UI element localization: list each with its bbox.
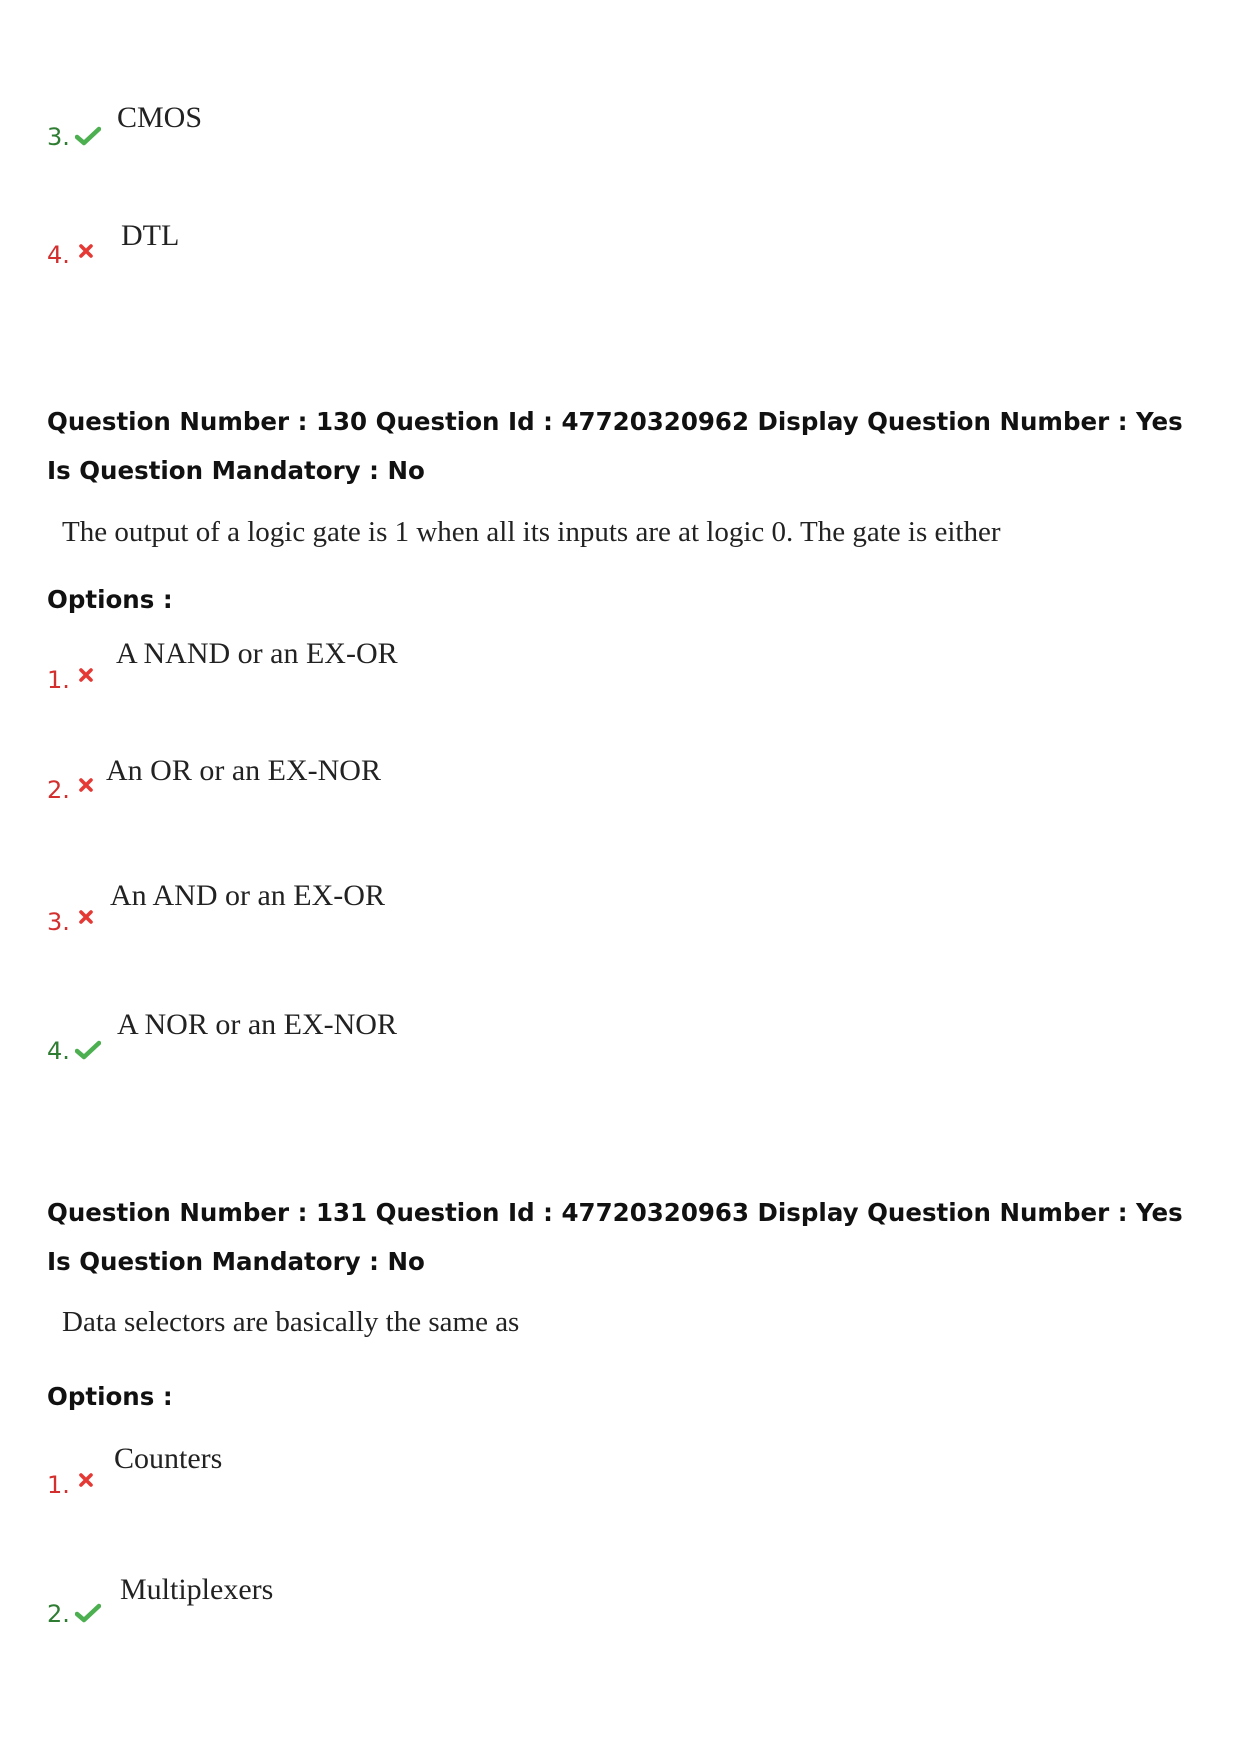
check-icon [75,126,101,146]
cross-icon [78,1472,94,1488]
question-header: Question Number : 131 Question Id : 47720320963 Display Question Number : Yes Is Question Mandatory : No [47,1198,1183,1276]
option-text: Multiplexers [120,1573,274,1606]
option-text: Counters [114,1442,223,1475]
check-icon [75,1040,101,1060]
option-number: 1. [47,666,70,694]
options-label: Options : [47,585,173,614]
option-text: An OR or an EX-NOR [106,754,381,787]
option-text: DTL [121,219,180,252]
option-number: 2. [47,1600,70,1628]
option-text: An AND or an EX-OR [110,879,385,912]
cross-icon [78,909,94,925]
cross-icon [78,667,94,683]
option-text: CMOS [117,101,203,134]
check-icon [75,1603,101,1623]
option-number: 3. [47,908,70,936]
cross-icon [78,777,94,793]
option-number: 1. [47,1471,70,1499]
option-number: 2. [47,776,70,804]
option-text: A NAND or an EX-OR [116,637,398,670]
cross-icon [78,243,94,259]
question-text: The output of a logic gate is 1 when all its inputs are at logic 0. The gate is either [62,516,1001,548]
option-text: A NOR or an EX-NOR [117,1008,397,1041]
option-number: 4. [47,1037,70,1065]
question-header: Question Number : 130 Question Id : 47720320962 Display Question Number : Yes Is Question Mandatory : No [47,407,1183,485]
option-number: 4. [47,241,70,269]
question-text: Data selectors are basically the same as [62,1306,520,1338]
options-label: Options : [47,1382,173,1411]
option-number: 3. [47,123,70,151]
